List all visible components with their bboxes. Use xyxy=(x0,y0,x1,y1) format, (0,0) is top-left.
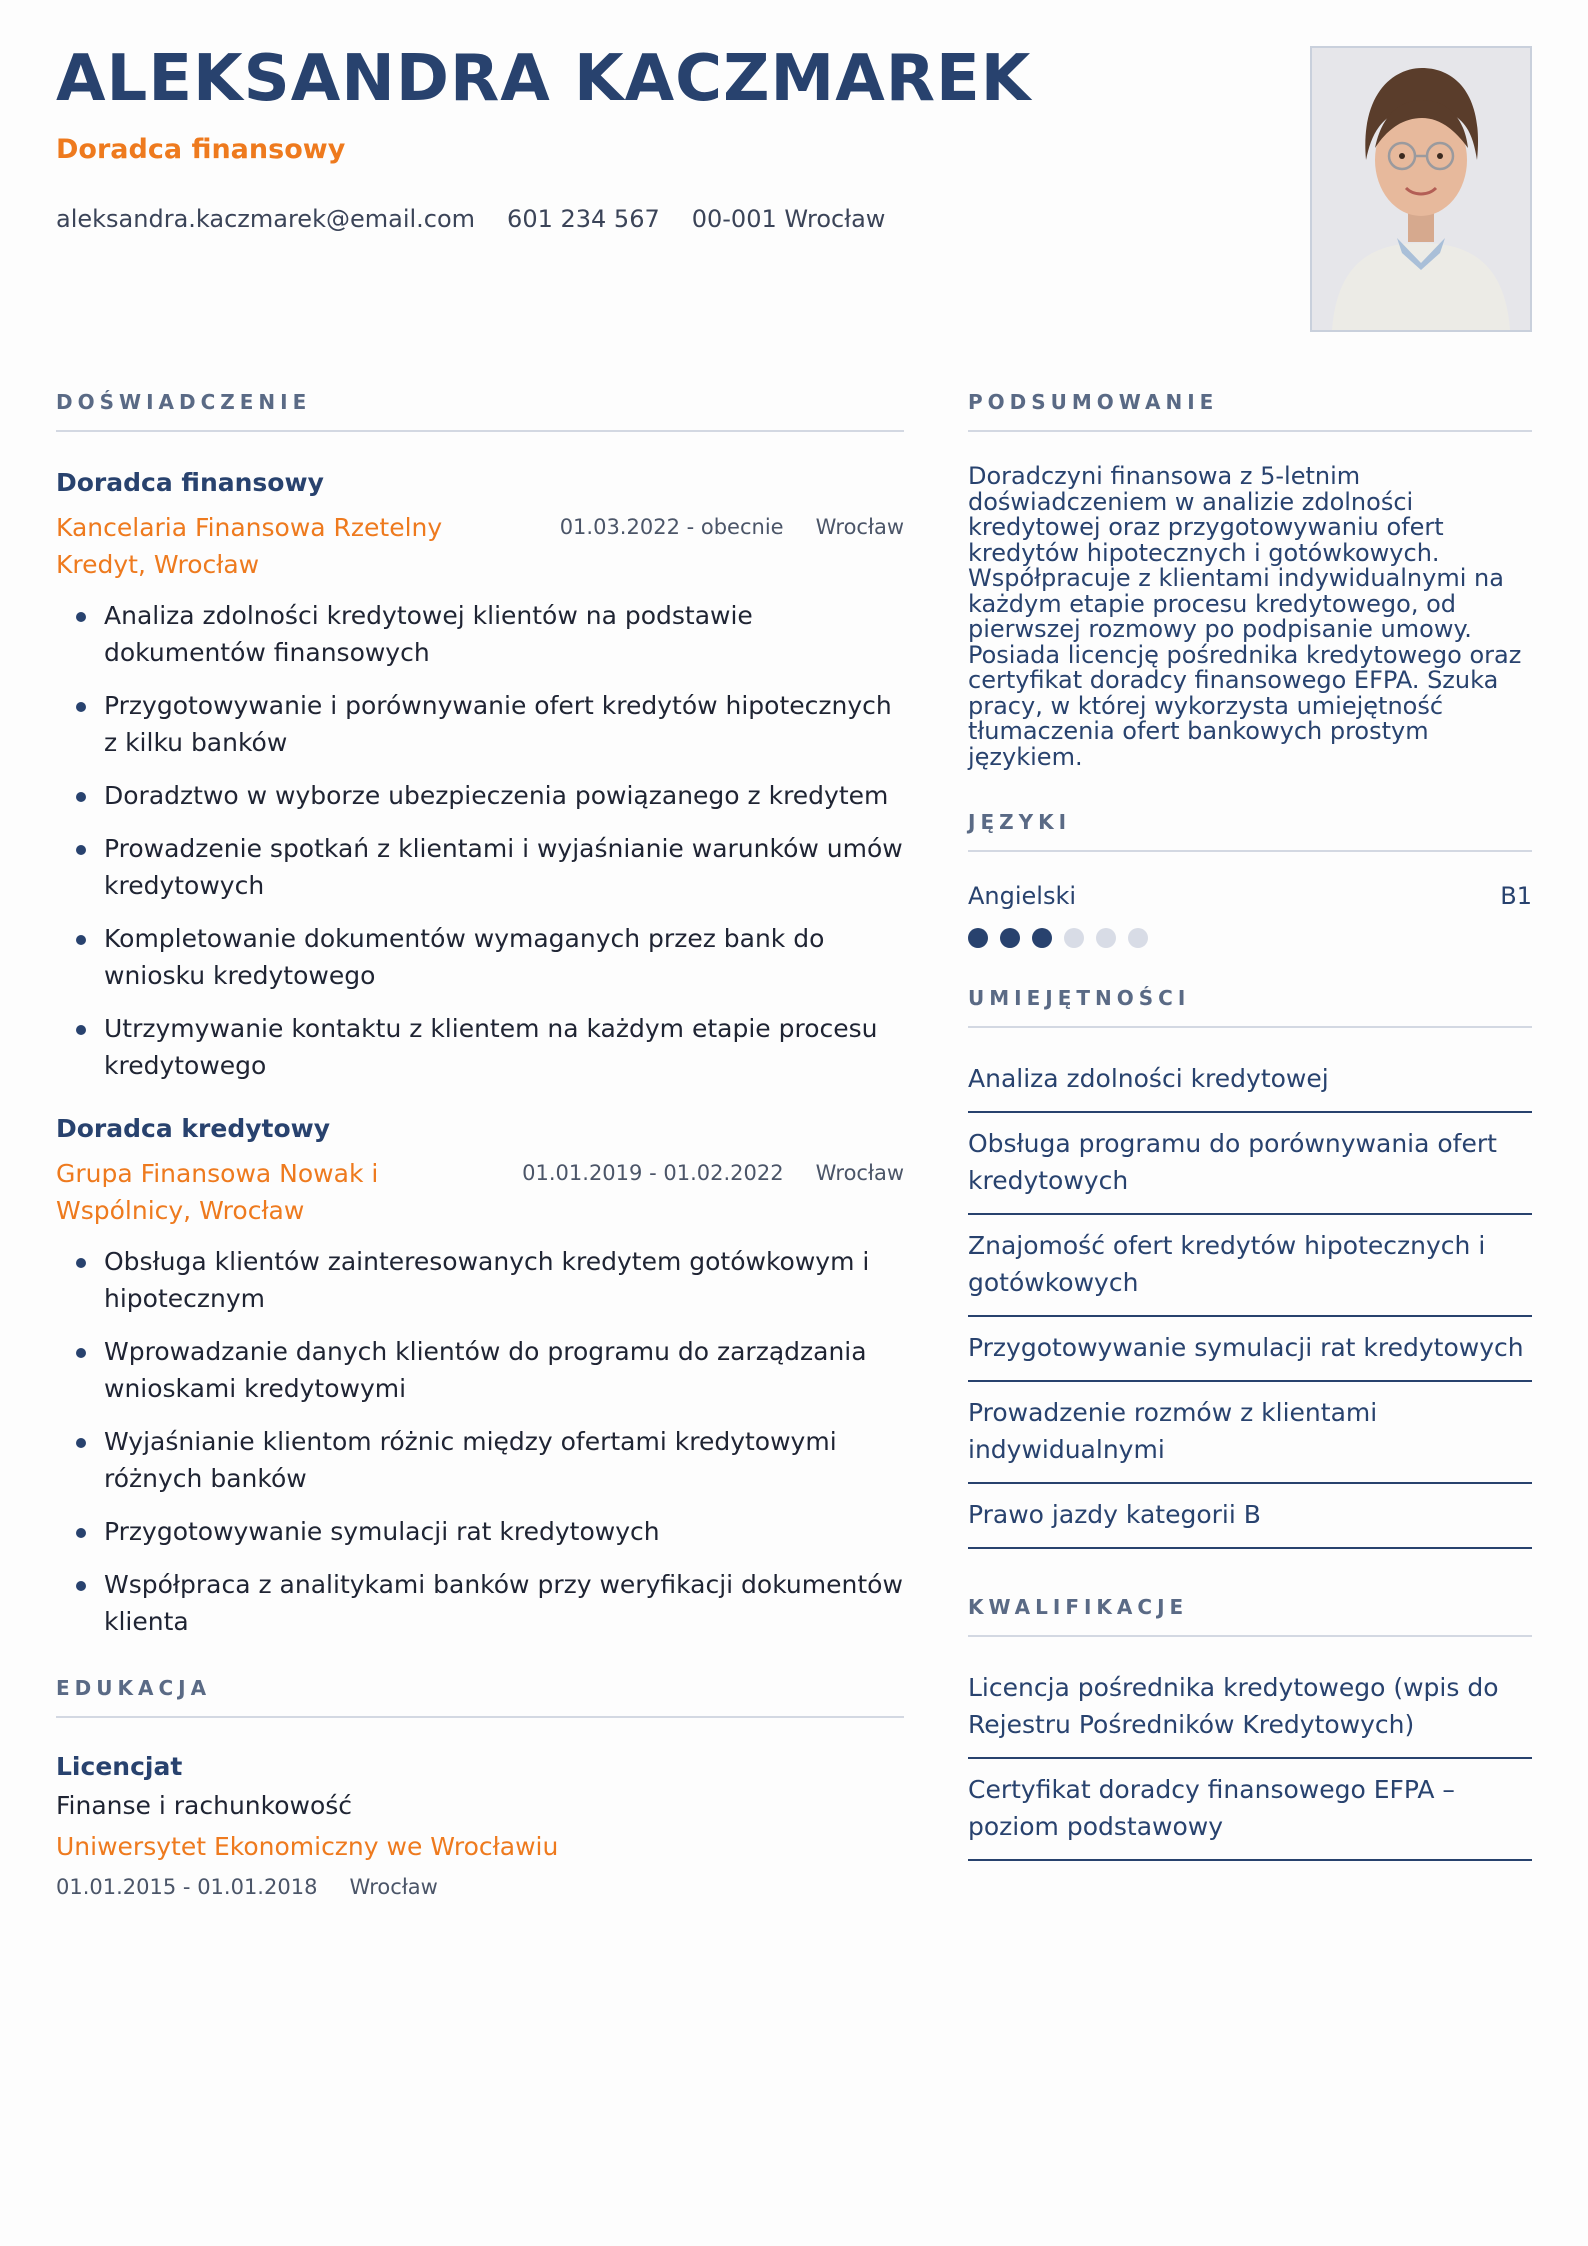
job-position: Doradca finansowy xyxy=(56,468,324,497)
language-name: Angielski xyxy=(968,882,1077,910)
summary-text: Doradczyni finansowa z 5-letnim doświadczeniem w analizie zdolności kredytowej oraz przygotowywaniu ofert kredytów hipotecznych i gotówkowych. Współpracuje z klientami indywidualnymi na każdym etapie procesu kredytowego, od pierwszej rozmowy po podpisanie umowy. Posiada licencję pośrednika kredytowego oraz certyfikat doradcy finansowego EFPA. Szuka pracy, w której wykorzysta umiejętność tłumaczenia ofert bankowych prostym językiem. xyxy=(968,462,1522,771)
qualifications-list xyxy=(968,1657,1532,1861)
job-meta: 01.03.2022 - obecnie Wrocław xyxy=(560,515,904,583)
contact-phone: 601 234 567 xyxy=(507,205,660,233)
education-degree: Licencjat xyxy=(56,1752,183,1781)
language-rating xyxy=(968,928,1532,948)
rating-dot-filled xyxy=(1032,928,1052,948)
candidate-role: Doradca finansowy xyxy=(56,134,346,165)
experience-section-title: DOŚWIADCZENIE xyxy=(56,390,904,432)
left-column xyxy=(56,390,904,1899)
job-company: Grupa Finansowa Nowak i Wspólnicy, Wrocław xyxy=(56,1159,379,1225)
skill-item: Analiza zdolności kredytowej xyxy=(968,1048,1532,1113)
list-item: Przygotowywanie symulacji rat kredytowych xyxy=(56,1513,904,1550)
job-entry xyxy=(56,1114,904,1640)
summary-section-title: PODSUMOWANIE xyxy=(968,390,1532,432)
job-company: Kancelaria Finansowa Rzetelny Kredyt, Wrocław xyxy=(56,513,443,579)
list-item: Analiza zdolności kredytowej klientów na podstawie dokumentów finansowych xyxy=(56,597,904,671)
skills-list xyxy=(968,1048,1532,1549)
education-field: Finanse i rachunkowość xyxy=(56,1791,353,1820)
candidate-name: ALEKSANDRA KACZMAREK xyxy=(56,42,1032,116)
skill-item: Znajomość ofert kredytów hipotecznych i gotówkowych xyxy=(968,1215,1532,1317)
job-start-date: 01.03.2022 xyxy=(559,515,680,539)
job-end-date: 01.02.2022 xyxy=(663,1161,784,1185)
right-column xyxy=(968,390,1532,1861)
qualification-item: Certyfikat doradcy finansowego EFPA – poziom podstawowy xyxy=(968,1759,1532,1861)
qualification-item: Licencja pośrednika kredytowego (wpis do Rejestru Pośredników Kredytowych) xyxy=(968,1657,1532,1759)
qualifications-section-title: KWALIFIKACJE xyxy=(968,1595,1532,1637)
contact-info xyxy=(56,205,885,233)
list-item: Wprowadzanie danych klientów do programu do zarządzania wnioskami kredytowymi xyxy=(56,1333,904,1407)
languages-section-title: JĘZYKI xyxy=(968,810,1532,852)
list-item: Współpraca z analitykami banków przy weryfikacji dokumentów klienta xyxy=(56,1566,904,1640)
rating-dot-empty xyxy=(1096,928,1116,948)
job-city: Wrocław xyxy=(815,515,904,539)
contact-location: 00-001 Wrocław xyxy=(691,205,886,233)
list-item: Przygotowywanie i porównywanie ofert kredytów hipotecznych z kilku banków xyxy=(56,687,904,761)
job-bullets xyxy=(56,1243,904,1640)
education-end-date: 01.01.2018 xyxy=(197,1875,318,1899)
portrait-photo-icon xyxy=(1312,48,1530,330)
job-bullets xyxy=(56,597,904,1084)
contact-email: aleksandra.kaczmarek@email.com xyxy=(56,205,476,233)
job-position: Doradca kredytowy xyxy=(56,1114,331,1143)
job-meta: 01.01.2019 - 01.02.2022 Wrocław xyxy=(522,1161,904,1229)
education-city: Wrocław xyxy=(349,1875,438,1899)
education-meta: 01.01.2015 - 01.01.2018 Wrocław xyxy=(56,1875,438,1899)
rating-dot-empty xyxy=(1128,928,1148,948)
list-item: Obsługa klientów zainteresowanych kredytem gotówkowym i hipotecznym xyxy=(56,1243,904,1317)
education-start-date: 01.01.2015 xyxy=(56,1875,177,1899)
skill-item: Przygotowywanie symulacji rat kredytowych xyxy=(968,1317,1532,1382)
language-level: B1 xyxy=(1500,882,1532,910)
skill-item: Prowadzenie rozmów z klientami indywidualnymi xyxy=(968,1382,1532,1484)
skill-item: Prawo jazdy kategorii B xyxy=(968,1484,1532,1549)
list-item: Utrzymywanie kontaktu z klientem na każdym etapie procesu kredytowego xyxy=(56,1010,904,1084)
job-city: Wrocław xyxy=(815,1161,904,1185)
skill-item: Obsługa programu do porównywania ofert kredytowych xyxy=(968,1113,1532,1215)
education-entry xyxy=(56,1752,904,1899)
skills-section-title: UMIEJĘTNOŚCI xyxy=(968,986,1532,1028)
job-end-date: obecnie xyxy=(700,515,784,539)
list-item: Kompletowanie dokumentów wymaganych przez bank do wniosku kredytowego xyxy=(56,920,904,994)
education-section-title: EDUKACJA xyxy=(56,1676,904,1718)
rating-dot-filled xyxy=(1000,928,1020,948)
list-item: Wyjaśnianie klientom różnic między ofertami kredytowymi różnych banków xyxy=(56,1423,904,1497)
profile-photo xyxy=(1310,46,1532,332)
list-item: Prowadzenie spotkań z klientami i wyjaśnianie warunków umów kredytowych xyxy=(56,830,904,904)
rating-dot-empty xyxy=(1064,928,1084,948)
job-start-date: 01.01.2019 xyxy=(522,1161,643,1185)
job-entry xyxy=(56,468,904,1084)
education-school: Uniwersytet Ekonomiczny we Wrocławiu xyxy=(56,1832,559,1861)
list-item: Doradztwo w wyborze ubezpieczenia powiązanego z kredytem xyxy=(56,777,904,814)
rating-dot-filled xyxy=(968,928,988,948)
language-row xyxy=(968,882,1532,910)
